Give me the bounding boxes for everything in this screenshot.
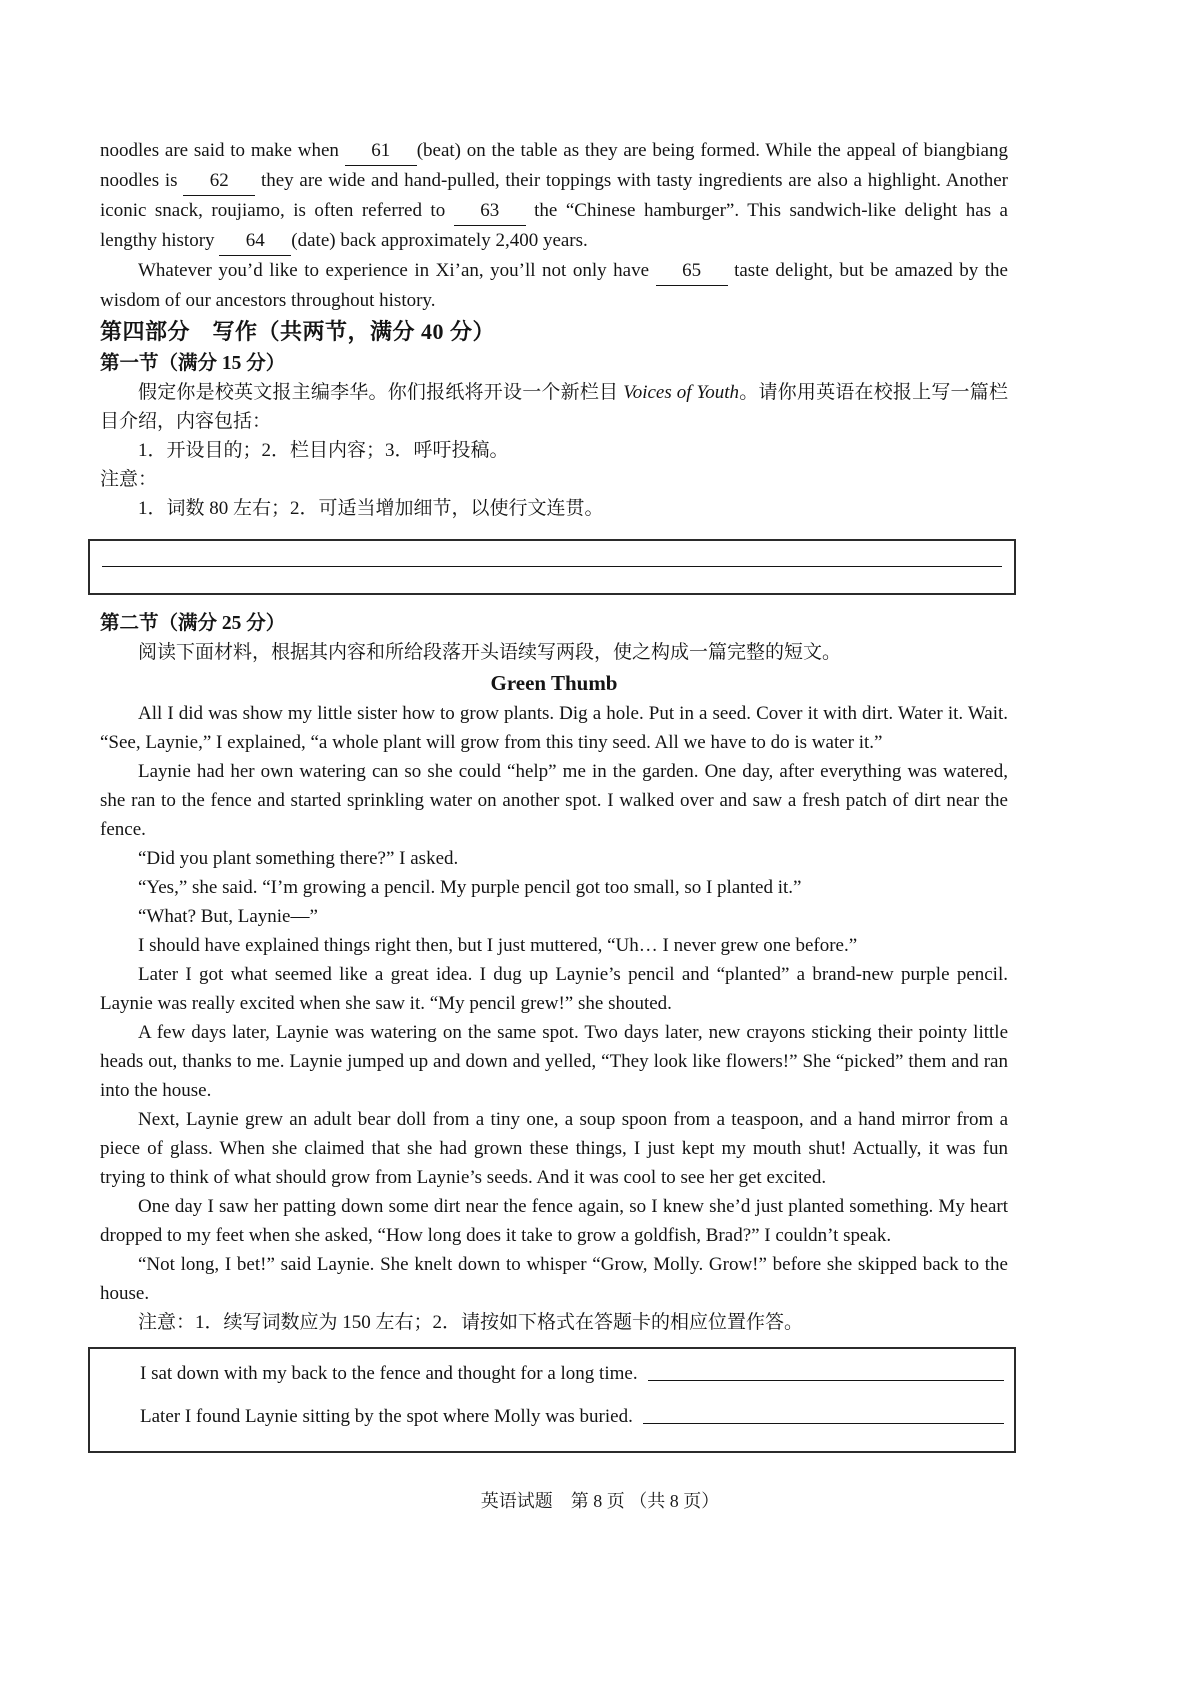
section1-points: 1．开设目的；2．栏目内容；3．呼吁投稿。 [138, 440, 509, 461]
writing-line [648, 1359, 1004, 1381]
section1-intro [100, 378, 1008, 436]
cloze-blank: 61 [345, 136, 417, 166]
section2-note: 注意：1．续写词数应为 150 左右；2．请按如下格式在答题卡的相应位置作答。 [138, 1312, 804, 1333]
part4-heading: 第四部分 写作（共两节，满分 40 分） [100, 319, 496, 344]
italic-text-segment: Voices of Youth [623, 382, 740, 403]
cloze-blank: 65 [656, 256, 728, 286]
continuation-prompt-row [140, 1402, 1004, 1431]
cloze-blank: 62 [183, 166, 255, 196]
story-paragraph: “Yes,” she said. “I’m growing a pencil. My purple pencil got too small, so I planted it.” [138, 877, 802, 898]
continuation-prompt-row [140, 1359, 1004, 1388]
cloze-blank: 63 [454, 196, 526, 226]
text-segment: 。请你用英语在校报上写一篇栏目介绍，内容包括： [100, 382, 1008, 432]
story-paragraph: Later I got what seemed like a great idea. I dug up Laynie’s pencil and “planted” a brand-new purple pencil. Laynie was really excited when she saw it. “My pencil grew!” she shouted. [100, 964, 1008, 1014]
text-segment: noodles are said to make when [100, 140, 345, 161]
story-paragraph: “What? But, Laynie—” [138, 906, 318, 927]
text-segment: 假定你是校英文报主编李华。你们报纸将开设一个新栏目 [138, 382, 624, 403]
section1-answer-box [88, 539, 1016, 595]
writing-line [102, 541, 1002, 567]
cloze-paragraph-2 [100, 256, 1008, 315]
section1-note-label: 注意： [100, 469, 158, 490]
story-paragraph: One day I saw her patting down some dirt near the fence again, so I knew she’d just planted something. My heart dropped to my feet when she asked, “How long does it take to grow a goldfish, Brad?” I couldn’t speak. [100, 1196, 1008, 1246]
text-segment: they are wide and hand-pulled, their toppings with tasty ingredients are also a highlight. Another iconic snack, roujiamo, is often referred to [100, 170, 1008, 221]
text-segment: (beat) on the table as they are being formed. While the appeal of biangbiang noodles is [100, 140, 1008, 191]
continuation-prompt-text: Later I found Laynie sitting by the spot where Molly was buried. [140, 1406, 633, 1427]
page-content [100, 136, 1008, 1453]
cloze-blank: 64 [219, 226, 291, 256]
section2-heading: 第二节（满分 25 分） [100, 613, 286, 634]
story-title: Green Thumb [490, 671, 618, 695]
story-paragraph: “Not long, I bet!” said Laynie. She knelt down to whisper “Grow, Molly. Grow!” before she skipped back to the house. [100, 1254, 1008, 1304]
section1-notes: 1．词数 80 左右；2．可适当增加细节，以使行文连贯。 [138, 498, 604, 519]
text-segment: taste delight, but be amazed by the wisdom of our ancestors throughout history. [100, 260, 1008, 311]
section2-intro: 阅读下面材料，根据其内容和所给段落开头语续写两段，使之构成一篇完整的短文。 [138, 642, 842, 663]
story-paragraph: I should have explained things right then, but I just muttered, “Uh… I never grew one before.” [138, 935, 858, 956]
text-segment: Whatever you’d like to experience in Xi’an, you’ll not only have [138, 260, 656, 281]
story-paragraph: “Did you plant something there?” I asked. [138, 848, 459, 869]
section1-heading: 第一节（满分 15 分） [100, 353, 286, 374]
text-segment: (date) back approximately 2,400 years. [291, 230, 588, 251]
story-paragraph: Next, Laynie grew an adult bear doll from a tiny one, a soup spoon from a teaspoon, and a hand mirror from a piece of glass. When she claimed that she had grown these things, I just kept my mouth shut! Actually, it was fun trying to think of what should grow from Laynie’s seeds. And it was cool to see her get excited. [100, 1109, 1008, 1188]
writing-line [643, 1402, 1004, 1424]
text-segment: the “Chinese hamburger”. This sandwich-like delight has a lengthy history [100, 200, 1008, 251]
section2-answer-box [88, 1347, 1016, 1453]
story-paragraph: Laynie had her own watering can so she could “help” me in the garden. One day, after everything was watered, she ran to the fence and started sprinkling water on another spot. I walked over and saw a fresh patch of dirt near the fence. [100, 761, 1008, 840]
page-footer: 英语试题 第 8 页 （共 8 页） [480, 1491, 720, 1511]
continuation-prompt-text: I sat down with my back to the fence and thought for a long time. [140, 1363, 638, 1384]
story-paragraph: All I did was show my little sister how to grow plants. Dig a hole. Put in a seed. Cover it with dirt. Water it. Wait. “See, Laynie,” I explained, “a whole plant will grow from this tiny seed. All we have to do is water it.” [100, 703, 1008, 753]
story-paragraph: A few days later, Laynie was watering on the same spot. Two days later, new crayons sticking their pointy little heads out, thanks to me. Laynie jumped up and down and yelled, “They look like flowers!” She “picked” them and ran into the house. [100, 1022, 1008, 1101]
cloze-paragraph-1 [100, 136, 1008, 256]
